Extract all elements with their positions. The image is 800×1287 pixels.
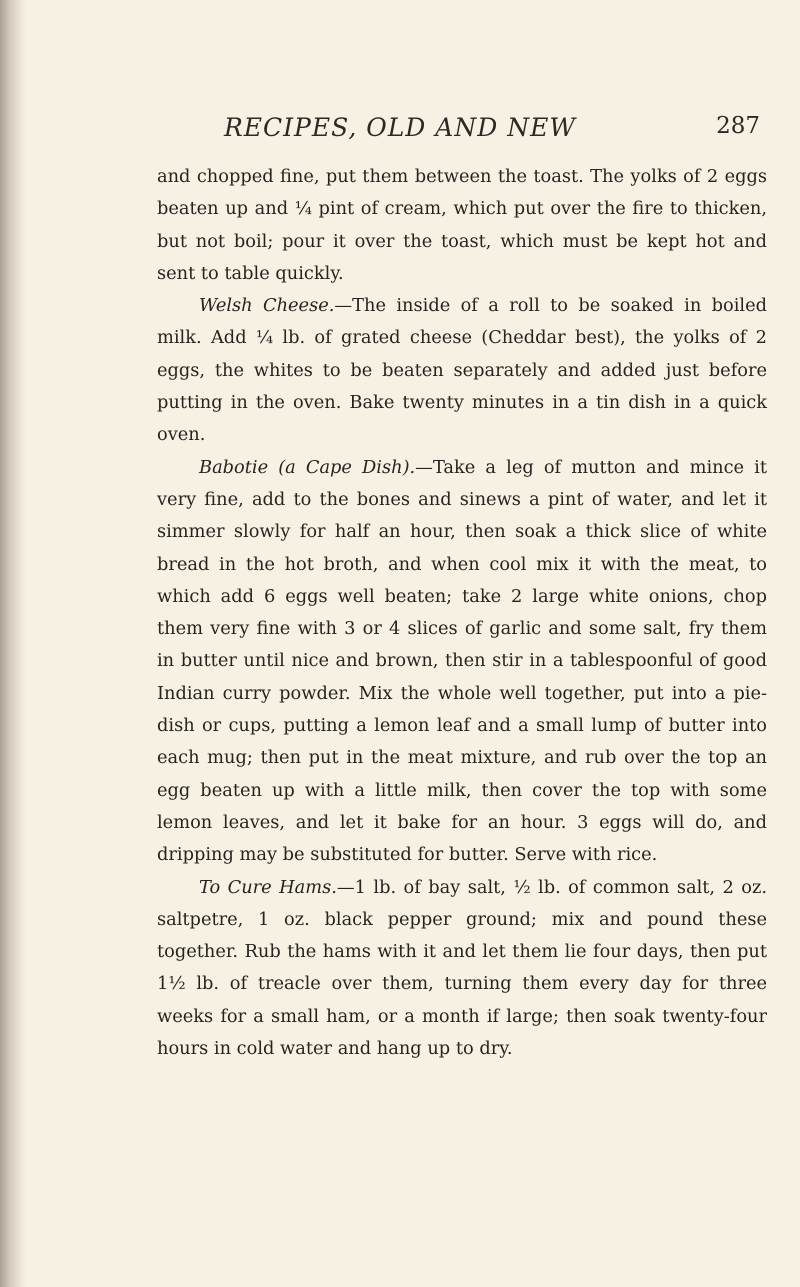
paragraph-continuation (157, 161, 767, 290)
running-title: RECIPES, OLD AND NEW (223, 113, 577, 142)
recipe-text: —1 lb. of bay salt, ½ lb. of common salt, 2 oz. saltpetre, 1 oz. black pepper ground; mix and pound these together. Rub the hams with it and let them lie four days, then put 1½ lb. of treacle over them, turning them every day for three weeks for a small ham, or a month if large; then soak twenty-four hours in cold water and hang up to dry. (157, 876, 767, 1060)
recipe-text: —The inside of a roll to be soaked in boiled milk. Add ¼ lb. of grated cheese (Cheddar best), the yolks of 2 eggs, the whites to be beaten separately and added just before putting in the oven. Bake twenty minutes in a tin dish in a quick oven. (157, 295, 767, 446)
recipe-to-cure-hams (157, 872, 767, 1066)
paragraph-text: and chopped fine, put them between the toast. The yolks of 2 eggs beaten up and ¼ pint of cream, which put over the fire to thicken, but not boil; pour it over the toast, which must be kept hot and sent to table quickly. (157, 166, 767, 284)
page-number: 287 (716, 113, 760, 139)
recipe-welsh-cheese (157, 290, 767, 451)
page-body (157, 161, 767, 1065)
recipe-babotie (157, 452, 767, 872)
recipe-title: Welsh Cheese. (199, 295, 335, 317)
recipe-title: Babotie (a Cape Dish). (199, 456, 416, 478)
recipe-title: To Cure Hams. (199, 876, 337, 898)
recipe-text: —Take a leg of mutton and mince it very fine, add to the bones and sinews a pint of water, and let it simmer slowly for half an hour, then soak a thick slice of white bread in the hot broth, and when cool mix it with the meat, to which add 6 eggs well beaten; take 2 large white onions, chop them very fine with 3 or 4 slices of garlic and some salt, fry them in butter until nice and brown, then stir in a tablespoonful of good Indian curry powder. Mix the whole well together, put into a pie-dish or cups, putting a lemon leaf and a small lump of butter into each mug; then put in the meat mixture, and rub over the top an egg beaten up with a little milk, then cover the top with some lemon leaves, and let it bake for an hour. 3 eggs will do, and dripping may be substituted for butter. Serve with rice. (157, 456, 768, 866)
